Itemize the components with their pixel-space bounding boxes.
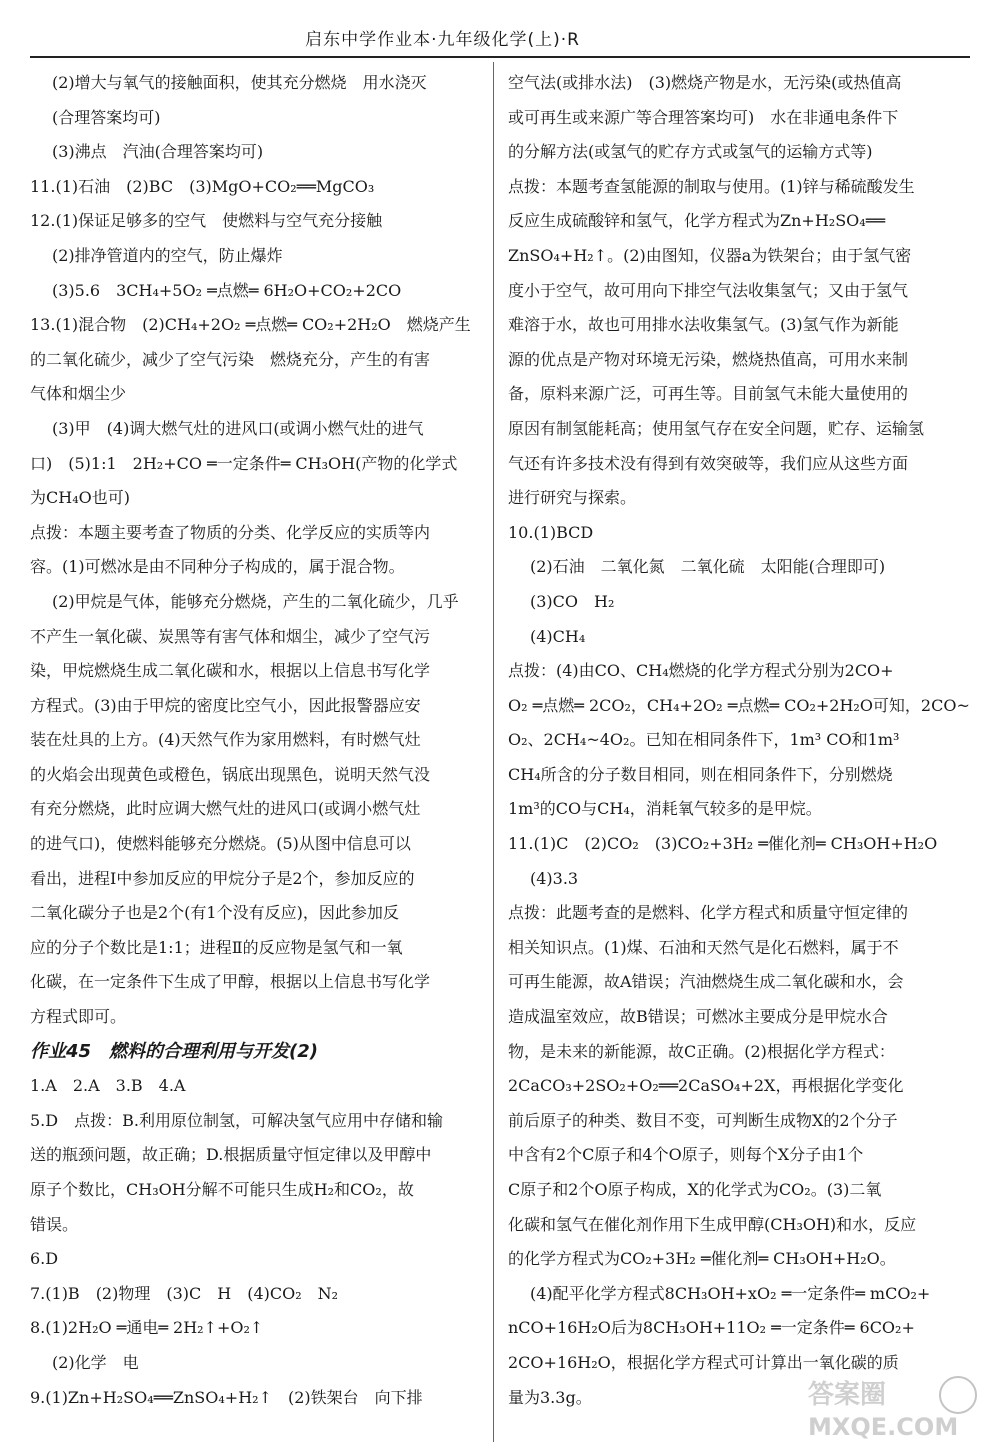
text-line: 1.A 2.A 3.B 4.A	[30, 1076, 186, 1096]
column-divider	[493, 62, 494, 1442]
text-line: (4)CH₄	[530, 626, 586, 646]
text-line: 反应生成硫酸锌和氢气，化学方程式为Zn+H₂SO₄══	[508, 211, 885, 231]
text-line: 13.(1)混合物 (2)CH₄+2O₂ ═点燃═ CO₂+2H₂O 燃烧产生	[30, 315, 471, 335]
text-line: 中含有2个C原子和4个O原子，则每个X分子由1个	[508, 1145, 864, 1165]
text-line: 染，甲烷燃烧生成二氧化碳和水，根据以上信息书写化学	[30, 661, 431, 681]
text-line: O₂、2CH₄~4O₂。已知在相同条件下，1m³ CO和1m³	[508, 730, 900, 750]
text-line: (2)增大与氧气的接触面积，使其充分燃烧 用水浇灭	[52, 73, 427, 92]
text-line: 原子个数比，CH₃OH分解不可能只生成H₂和CO₂，故	[30, 1180, 414, 1199]
watermark-logo	[798, 1373, 988, 1443]
text-line: 气体和烟尘少	[30, 384, 127, 404]
text-line: (2)排净管道内的空气，防止爆炸	[52, 245, 283, 265]
text-line: nCO+16H₂O后为8CH₃OH+11O₂ ═一定条件═ 6CO₂+	[508, 1318, 915, 1338]
text-line: (4)3.3	[530, 868, 579, 888]
text-line: 造成温室效应，故B错误；可燃冰主要成分是甲烷水合	[508, 1007, 888, 1027]
text-line: 9.(1)Zn+H₂SO₄══ZnSO₄+H₂↑ (2)铁架台 向下排	[30, 1387, 423, 1407]
text-line: 5.D 点拨：B.利用原位制氢，可解决氢气应用中存储和输	[30, 1110, 443, 1130]
text-line: (3)CO H₂	[530, 591, 615, 611]
text-line: 的进气口)，使燃料能够充分燃烧。(5)从图中信息可以	[30, 834, 411, 854]
text-line: 11.(1)C (2)CO₂ (3)CO₂+3H₂ ═催化剂═ CH₃OH+H₂O	[508, 834, 938, 854]
text-line: 方程式即可。	[30, 1007, 127, 1027]
text-line: 备，原料来源广泛，可再生等。目前氢气未能大量使用的	[508, 384, 909, 404]
page-header	[30, 0, 970, 58]
text-line: 二氧化碳分子也是2个(有1个没有反应)，因此参加反	[30, 903, 399, 923]
text-line: 的二氧化硫少，减少了空气污染 燃烧充分，产生的有害	[30, 349, 431, 369]
text-line: O₂ ═点燃═ 2CO₂，CH₄+2O₂ ═点燃═ CO₂+2H₂O可知，2CO~	[508, 695, 970, 715]
text-line: 8.(1)2H₂O ═通电═ 2H₂↑+O₂↑	[30, 1318, 264, 1338]
text-line: (3)甲 (4)调大燃气灶的进风口(或调小燃气灶的进气	[52, 418, 424, 438]
text-line: 2CaCO₃+2SO₂+O₂══2CaSO₄+2X，再根据化学变化	[508, 1076, 904, 1096]
text-line: 或可再生或来源广等合理答案均可) 水在非通电条件下	[508, 107, 899, 127]
text-line: 口) (5)1:1 2H₂+CO ═一定条件═ CH₃OH(产物的化学式	[30, 453, 458, 473]
text-line: 的化学方程式为CO₂+3H₂ ═催化剂═ CH₃OH+H₂O。	[508, 1249, 896, 1269]
text-line: 看出，进程Ⅰ中参加反应的甲烷分子是2个，参加反应的	[30, 868, 415, 888]
text-line: 空气法(或排水法) (3)燃烧产物是水，无污染(或热值高	[508, 73, 902, 92]
text-line: (2)甲烷是气体，能够充分燃烧，产生的二氧化硫少，几乎	[52, 591, 459, 611]
text-line: (4)配平化学方程式8CH₃OH+xO₂ ═一定条件═ mCO₂+	[530, 1283, 931, 1303]
text-line: 点拨：本题主要考查了物质的分类、化学反应的实质等内	[30, 522, 431, 542]
right-column	[508, 66, 970, 1415]
text-line: ZnSO₄+H₂↑。(2)由图知，仪器a为铁架台；由于氢气密	[508, 245, 912, 265]
text-line: 相关知识点。(1)煤、石油和天然气是化石燃料，属于不	[508, 937, 899, 957]
text-line: 送的瓶颈问题，故正确；D.根据质量守恒定律以及甲醇中	[30, 1145, 432, 1165]
text-line: 7.(1)B (2)物理 (3)C H (4)CO₂ N₂	[30, 1283, 339, 1303]
text-line: 12.(1)保证足够多的空气 使燃料与空气充分接触	[30, 211, 383, 231]
text-line: 装在灶具的上方。(4)天然气作为家用燃料，有时燃气灶	[30, 730, 421, 750]
text-line: C原子和2个O原子构成，X的化学式为CO₂。(3)二氧	[508, 1180, 882, 1199]
watermark-url: MXQE.COM	[808, 1413, 959, 1441]
watermark-title: 答案圈	[808, 1380, 887, 1410]
text-line: 应的分子个数比是1:1；进程Ⅱ的反应物是氢气和一氧	[30, 937, 403, 957]
left-column	[30, 66, 485, 1415]
text-line: 化碳，在一定条件下生成了甲醇，根据以上信息书写化学	[30, 972, 431, 992]
text-line: 方程式。(3)由于甲烷的密度比空气小，因此报警器应安	[30, 695, 421, 715]
header-title: 启东中学作业本·九年级化学(上)·R	[305, 30, 580, 50]
text-line: 容。(1)可燃冰是由不同种分子构成的，属于混合物。	[30, 557, 405, 577]
text-line: (2)化学 电	[52, 1352, 139, 1372]
text-line: (3)沸点 汽油(合理答案均可)	[52, 142, 264, 162]
text-line: 为CH₄O也可)	[30, 488, 130, 508]
text-line: 2CO+16H₂O，根据化学方程式可计算出一氧化碳的质	[508, 1352, 899, 1372]
text-line: 前后原子的种类、数目不变，可判断生成物X的2个分子	[508, 1110, 898, 1130]
text-line: 10.(1)BCD	[508, 522, 594, 542]
text-line: 进行研究与探索。	[508, 488, 637, 508]
text-line: CH₄所含的分子数目相同，则在相同条件下，分别燃烧	[508, 764, 893, 784]
text-line: 错误。	[30, 1214, 79, 1234]
text-line: 难溶于水，故也可用排水法收集氢气。(3)氢气作为新能	[508, 315, 899, 335]
text-line: 可再生能源，故A错误；汽油燃烧生成二氧化碳和水，会	[508, 972, 904, 992]
text-line: 点拨：此题考查的是燃料、化学方程式和质量守恒定律的	[508, 903, 909, 923]
text-line: 有充分燃烧，此时应调大燃气灶的进风口(或调小燃气灶	[30, 799, 421, 819]
text-line: 作业45 燃料的合理利用与开发(2)	[30, 1040, 319, 1062]
text-line: (3)5.6 3CH₄+5O₂ ═点燃═ 6H₂O+CO₂+2CO	[52, 280, 402, 300]
text-line: 物，是未来的新能源，故C正确。(2)根据化学方程式：	[508, 1041, 895, 1061]
text-line: 不产生一氧化碳、炭黑等有害气体和烟尘，减少了空气污	[30, 626, 431, 646]
text-line: 气还有许多技术没有得到有效突破等，我们应从这些方面	[508, 453, 909, 473]
text-line: 量为3.3g。	[508, 1387, 592, 1407]
text-line: 的火焰会出现黄色或橙色，锅底出现黑色，说明天然气没	[30, 764, 431, 784]
text-line: 6.D	[30, 1249, 59, 1269]
text-line: 点拨：本题考查氢能源的制取与使用。(1)锌与稀硫酸发生	[508, 176, 915, 196]
text-line: 源的优点是产物对环境无污染，燃烧热值高，可用水来制	[508, 349, 909, 369]
text-line: (合理答案均可)	[52, 107, 161, 127]
text-line: (2)石油 二氧化氮 二氧化硫 太阳能(合理即可)	[530, 557, 886, 577]
text-line: 原因有制氢能耗高；使用氢气存在安全问题，贮存、运输氢	[508, 418, 925, 438]
text-line: 度小于空气，故可用向下排空气法收集氢气；又由于氢气	[508, 280, 909, 300]
text-line: 点拨：(4)由CO、CH₄燃烧的化学方程式分别为2CO+	[508, 661, 894, 681]
text-line: 1m³的CO与CH₄，消耗氧气较多的是甲烷。	[508, 799, 822, 819]
text-line: 的分解方法(或氢气的贮存方式或氢气的运输方式等)	[508, 142, 873, 162]
text-line: 化碳和氢气在催化剂作用下生成甲醇(CH₃OH)和水，反应	[508, 1214, 917, 1234]
text-line: 11.(1)石油 (2)BC (3)MgO+CO₂══MgCO₃	[30, 176, 375, 196]
